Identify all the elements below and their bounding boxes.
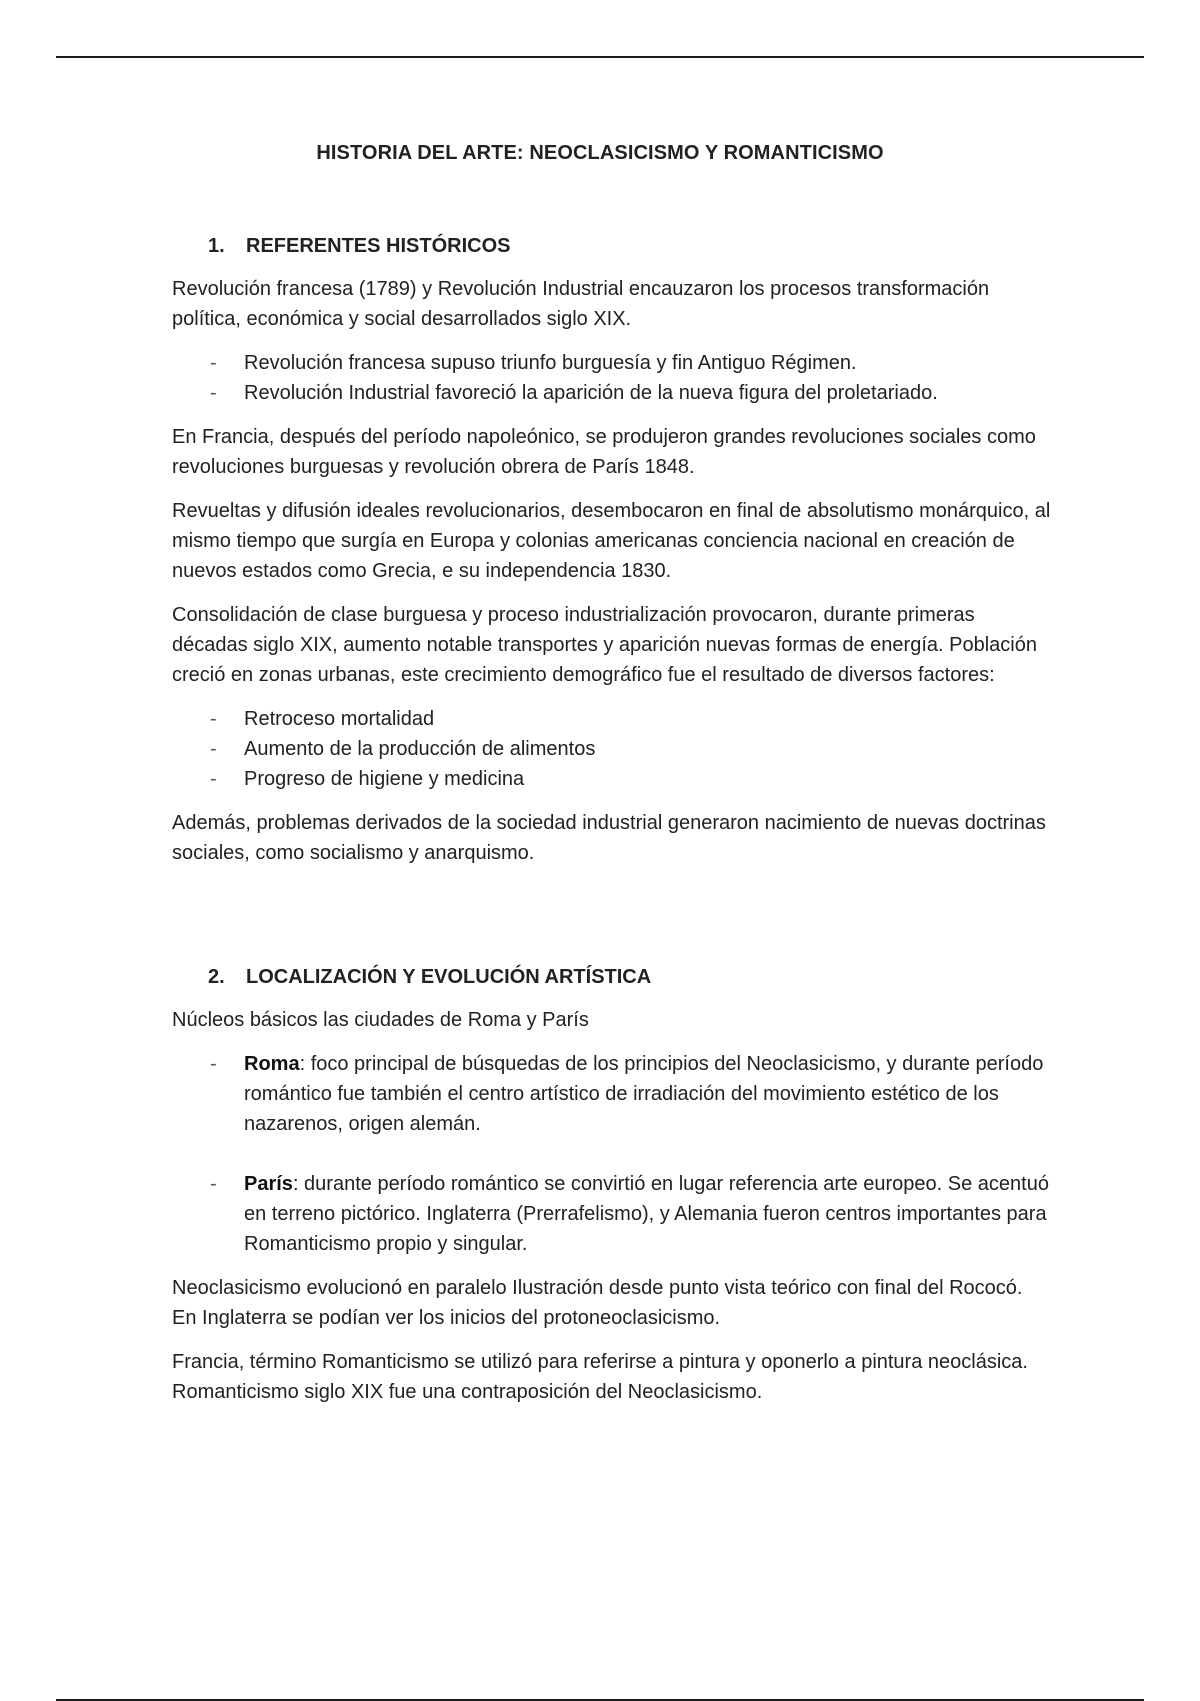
document-title: HISTORIA DEL ARTE: NEOCLASICISMO Y ROMANTICISMO: [316, 142, 884, 164]
paragraph: Además, problemas derivados de la sociedad industrial generaron nacimiento de nuevas doctrinas sociales, como socialismo y anarquismo.: [172, 812, 1046, 864]
dash-bullet: -: [210, 768, 217, 790]
paragraph: Revolución francesa (1789) y Revolución Industrial encauzaron los procesos transformación política, económica y social desarrollados siglo XIX.: [172, 278, 990, 330]
paragraph: Consolidación de clase burguesa y proceso industrialización provocaron, durante primeras décadas siglo XIX, aumento notable transportes y aparición nuevas formas de energía. Población creció en zonas urbanas, este crecimiento demográfico fue el resultado de diversos factores:: [172, 604, 1037, 686]
list-item: [172, 764, 1052, 794]
list-item-text: : durante período romántico se convirtió en lugar referencia arte europeo. Se acentuó en terreno pictórico. Inglaterra (Prerrafelismo), y Alemania fueron centros importantes para Romanticismo propio y singular.: [244, 1173, 1049, 1255]
list-item: [172, 1169, 1052, 1259]
section-2-heading: [172, 963, 1052, 991]
dash-bullet: -: [210, 352, 217, 374]
dash-bullet: -: [210, 382, 217, 404]
list-item: [172, 734, 1052, 764]
section-2-number: 2.: [208, 966, 225, 988]
section-referentes-historicos: [172, 232, 1052, 882]
list-item-term: París: [244, 1173, 293, 1195]
top-rule: [56, 56, 1144, 58]
list-item: [172, 378, 1052, 408]
bullet-list: [172, 704, 1052, 794]
list-item-term: Roma: [244, 1053, 300, 1075]
dash-bullet: -: [210, 1053, 217, 1075]
section-1-number: 1.: [208, 235, 225, 257]
dash-bullet: -: [210, 1173, 217, 1195]
paragraph: Revueltas y difusión ideales revolucionarios, desembocaron en final de absolutismo monárquico, al mismo tiempo que surgía en Europa y colonias americanas conciencia nacional en creación de nuevos estados como Grecia, e su independencia 1830.: [172, 500, 1051, 582]
list-item-text: Retroceso mortalidad: [244, 708, 435, 730]
section-1-title: REFERENTES HISTÓRICOS: [246, 235, 511, 257]
section-2-title: LOCALIZACIÓN Y EVOLUCIÓN ARTÍSTICA: [246, 966, 652, 988]
paragraph: Neoclasicismo evolucionó en paralelo Ilustración desde punto vista teórico con final del Rococó. En Inglaterra se podían ver los inicios del protoneoclasicismo.: [172, 1277, 1023, 1329]
paragraph: Núcleos básicos las ciudades de Roma y París: [172, 1009, 589, 1031]
list-item: [172, 704, 1052, 734]
list-item-text: : foco principal de búsquedas de los principios del Neoclasicismo, y durante período romántico fue también el centro artístico de irradiación del movimiento estético de los nazarenos, origen alemán.: [244, 1053, 1044, 1135]
list-item: [172, 348, 1052, 378]
list-item-text: Progreso de higiene y medicina: [244, 768, 525, 790]
paragraph: En Francia, después del período napoleónico, se produjeron grandes revoluciones sociales como revoluciones burguesas y revolución obrera de París 1848.: [172, 426, 1036, 478]
dash-bullet: -: [210, 708, 217, 730]
paragraph: Francia, término Romanticismo se utilizó para referirse a pintura y oponerlo a pintura neoclásica. Romanticismo siglo XIX fue una contraposición del Neoclasicismo.: [172, 1351, 1028, 1403]
bullet-list: [172, 1049, 1052, 1259]
list-item-text: Revolución Industrial favoreció la aparición de la nueva figura del proletariado.: [244, 382, 938, 404]
dash-bullet: -: [210, 738, 217, 760]
list-item-text: Aumento de la producción de alimentos: [244, 738, 596, 760]
bullet-list: [172, 348, 1052, 408]
list-item-text: Revolución francesa supuso triunfo burguesía y fin Antiguo Régimen.: [244, 352, 857, 374]
section-localizacion-evolucion: [172, 963, 1052, 1421]
list-item: [172, 1049, 1052, 1139]
section-1-heading: [172, 232, 1052, 260]
